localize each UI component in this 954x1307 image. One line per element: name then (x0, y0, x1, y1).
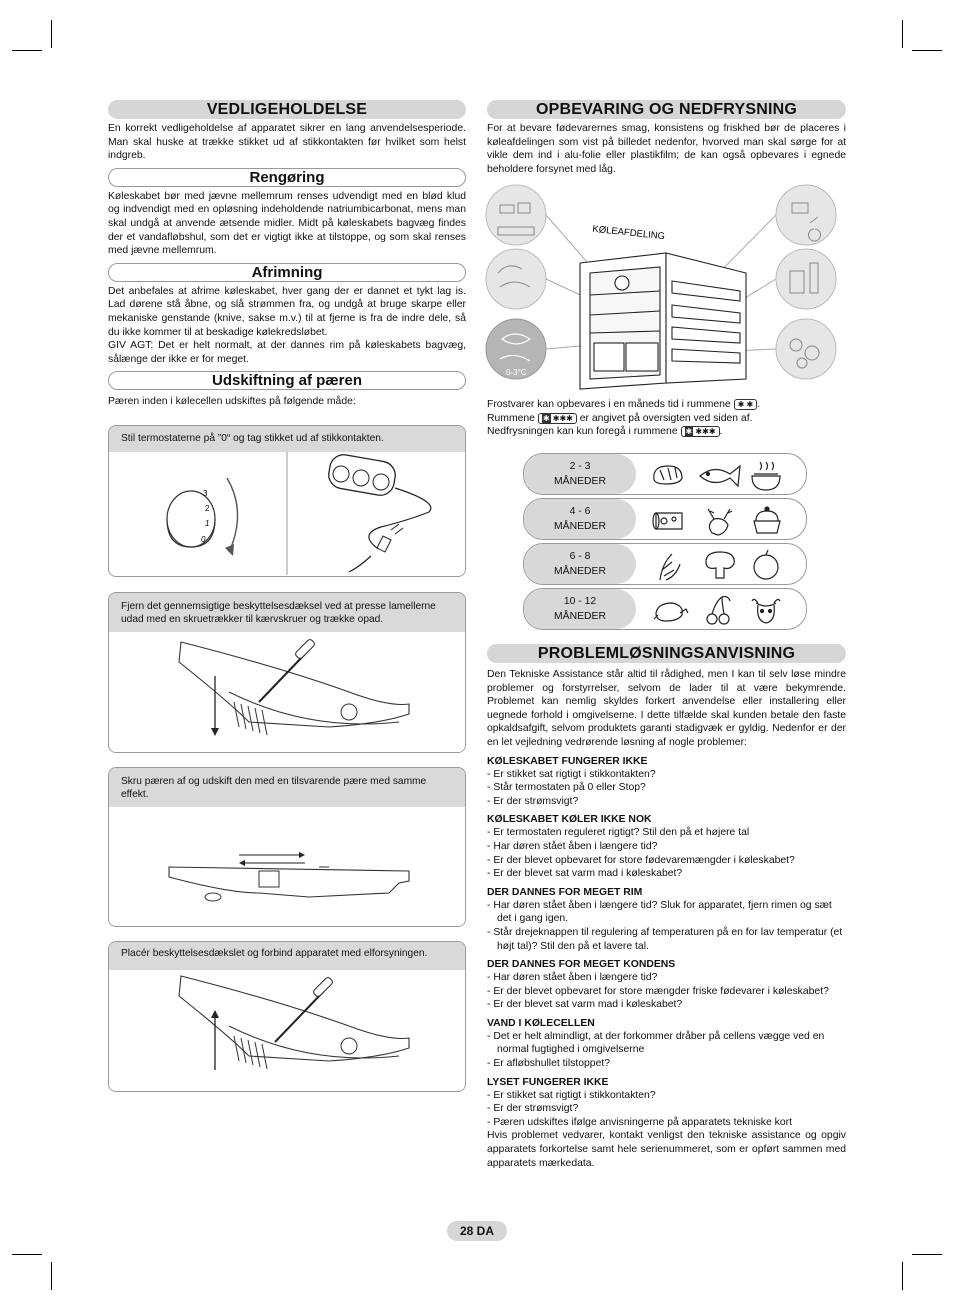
maintenance-column (108, 100, 466, 409)
game-deer-icon (708, 509, 732, 535)
storage-periods (487, 453, 846, 643)
crop-mark (12, 50, 42, 51)
thermostat-unplug-illustration (109, 452, 465, 575)
problem-item: - Er stikket sat rigtigt i stikkontakten? (487, 1089, 656, 1101)
crop-mark (12, 1254, 42, 1255)
period-unit: MÅNEDER (554, 521, 606, 532)
storage-text: Rummene (487, 412, 535, 424)
dial-label: 2 (205, 504, 210, 513)
temp-label: 0-3°C (506, 368, 527, 377)
freezer-symbol-icon: ✱ ✱✱✱ (538, 413, 577, 424)
crop-mark (902, 1262, 903, 1290)
cleaning-text: Køleskabet bør med jævne mellemrum renses udvendigt med en blød klud og indvendigt med en opløsning indeholdende natriumbicarbonat, mens man skal undgå at anvende ætsende midler. Midt på køleskabets bagvæg findes der et vandafløbshul, som det er vigtigt ikke at tilstoppe, og som skal renses med jævne mellemrum. (108, 190, 466, 257)
problem-group (487, 886, 846, 953)
step-box-3 (108, 767, 466, 927)
problem-heading: KØLESKABET FUNGERER IKKE (487, 755, 648, 767)
problem-heading: DER DANNES FOR MEGET KONDENS (487, 959, 676, 971)
cake-icon (754, 507, 780, 533)
storage-column (487, 100, 846, 176)
food-circle (486, 249, 546, 309)
period-label (524, 454, 636, 494)
period-row (523, 543, 807, 585)
problem-item: - Står termostaten på 0 eller Stop? (487, 782, 646, 794)
fridge-storage-diagram (484, 183, 848, 393)
remove-cover-illustration (109, 632, 465, 752)
troubleshooting-section (487, 644, 846, 1170)
dial-label: 0 (201, 535, 206, 544)
defrost-text: Det anbefales at afrime køleskabet, hver gang der er dannet et tykt lag is. Lad dørene stå åbne, og slå strømmen fra, og undgå at bruge skarpe eller mekaniske genstande (knive, sakse m.v.) til at fjerne is fra de indre dele, så du ikke kommer til at beskadige kølekredsløbet. (108, 285, 466, 338)
problem-item: - Er der blevet sat varm mad i køleskabet? (487, 868, 683, 880)
period-range: 6 - 8 (569, 551, 591, 562)
step-3-text: Skru pæren af og udskift den med en tilsvarende pære med samme effekt. (109, 768, 465, 807)
replace-bulb-illustration (109, 807, 465, 925)
storage-description (487, 398, 846, 439)
period-row (523, 588, 807, 630)
two-star-symbol-icon: ✱ ✱ (734, 399, 758, 410)
dial-label: 1 (205, 519, 210, 528)
problem-heading: LYSET FUNGERER IKKE (487, 1076, 609, 1088)
maintenance-title: VEDLIGEHOLDELSE (108, 100, 466, 119)
problem-group (487, 1076, 846, 1130)
period-icons (644, 501, 804, 537)
step-box-4 (108, 941, 466, 1092)
period-icons (644, 456, 804, 492)
problem-item: - Er der blevet opbevaret for store mængder friske fødevarer i køleskabet? (487, 985, 829, 997)
crop-mark (51, 20, 52, 48)
fridge-compartment-label: KØLEAFDELING (591, 223, 666, 243)
troubleshooting-title: PROBLEMLØSNINGSANVISNING (487, 644, 846, 663)
cherries-icon (707, 597, 730, 625)
problem-item: - Er stikket sat rigtigt i stikkontakten? (487, 768, 656, 780)
storage-intro: For at bevare fødevarernes smag, konsistens og friskhed bør de placeres i køleafdelingen som vist på billedet nedenfor, hvorved man skal sørge for at vikle dem ind i alu-folie eller plastikfilm; de kan også opbevares i egnede beholdere forsynet med låg. (487, 123, 846, 175)
thermostat-dial-icon (167, 478, 238, 556)
defrost-note: GIV AGT: Det er helt normalt, at der dannes rim på køleskabets bagvæg, sålænge der ikke er for meget. (108, 340, 466, 365)
period-range: 2 - 3 (569, 461, 591, 472)
fruit-icon (754, 550, 778, 579)
mushroom-icon (706, 552, 734, 578)
problem-item: - Er termostaten reguleret rigtigt? Stil den på et højere tal (487, 827, 750, 839)
problem-item: - Står drejeknappen til regulering af temperaturen på en for lav temperatur (et højt tal)? Stil den på et lavere tal. (487, 926, 843, 952)
step-1-text: Stil termostaterne på ”0“ og tag stikket ud af stikkontakten. (109, 426, 465, 452)
problem-item: - Er der blevet sat varm mad i køleskabet? (487, 999, 683, 1011)
problem-item: - Har døren stået åben i længere tid? Sluk for apparatet, fjern rimen og sæt det i gang igen. (487, 899, 832, 925)
problem-item: - Er der blevet opbevaret for store fødevaremængder i køleskabet? (487, 854, 795, 866)
food-circle (486, 185, 546, 245)
storage-text: Frostvarer kan opbevares i en måneds tid i rummene (487, 399, 731, 410)
power-strip-plug-icon (327, 453, 431, 572)
period-unit: MÅNEDER (554, 476, 606, 487)
food-circle (776, 185, 836, 245)
bulb-intro: Pæren inden i kølecellen udskiftes på følgende måde: (108, 396, 356, 408)
defrost-title: Afrimning (108, 263, 466, 282)
maintenance-intro: En korrekt vedligeholdelse af apparatet sikrer en lang anvendelsesperiode. Man skal huske at trække stikket ud af stikkontakten før hvilket som helst indgreb. (108, 123, 466, 162)
step-4-text: Placér beskyttelsesdækslet og forbind apparatet med elforsyningen. (109, 942, 465, 970)
problem-item: - Er der strømsvigt? (487, 795, 579, 807)
period-icons (644, 546, 804, 582)
period-range: 4 - 6 (569, 506, 591, 517)
problem-group (487, 1017, 846, 1071)
problem-heading: KØLESKABET KØLER IKKE NOK (487, 814, 652, 826)
problem-heading: VAND I KØLECELLEN (487, 1017, 595, 1029)
storage-text: Nedfrysningen kan kun foregå i rummene (487, 426, 678, 437)
food-circle (776, 249, 836, 309)
period-unit: MÅNEDER (554, 611, 606, 622)
problem-item: - Har døren stået åben i længere tid? (487, 972, 658, 984)
period-label (524, 499, 636, 539)
period-unit: MÅNEDER (554, 566, 606, 577)
period-icons (644, 591, 804, 627)
freezer-symbol-icon: ✱ ✱✱✱ (681, 426, 720, 437)
problem-item: - Det er helt almindligt, at der forkommer dråber på cellens vægge ved en normal fugtighed i omgivelserne (487, 1030, 825, 1056)
step-box-1 (108, 425, 466, 577)
period-label (524, 544, 636, 584)
troubleshooting-closing: Hvis problemet vedvarer, kontakt venligst den tekniske assistance og opgiv apparatets forkortelse samt hele serienummeret, som er opført sammen med apparatets mærkedata. (487, 1130, 846, 1169)
cheese-icon (653, 513, 682, 529)
problem-item: - Er afløbshullet tilstoppet? (487, 1058, 611, 1070)
period-row (523, 453, 807, 495)
dial-label: 3 (203, 489, 208, 498)
cleaning-title: Rengøring (108, 168, 466, 187)
period-label (524, 589, 636, 629)
soup-bowl-icon (752, 462, 780, 490)
crop-mark (912, 1254, 942, 1255)
troubleshooting-intro: Den Tekniske Assistance står altid til rådighed, men I kan til selv løse mindre problemer og forstyrrelser, selvom de lader til at være bekymrende. Problemet kan nemlig skyldes forkert anvendelse eller installering eller uegnede forhold i omgivelserne. I dette tilfælde skal kunden betale den faste opkaldsafgift, selvom produktets garanti stadigvæk er gyldig. Nedenfor er der en let vejledning vedrørende løsning af nogle problemer: (487, 669, 846, 748)
crop-mark (902, 20, 903, 48)
problem-item: - Er der strømsvigt? (487, 1103, 579, 1115)
storage-text: er angivet på oversigten ved siden af. (579, 412, 753, 424)
crop-mark (912, 50, 942, 51)
storage-line-2 (487, 412, 846, 426)
problem-item: - Pæren udskiftes ifølge anvisningerne på apparatets tekniske kort (487, 1116, 792, 1128)
vegetables-icon (660, 554, 680, 580)
problem-item: - Har døren stået åben i længere tid? (487, 840, 658, 852)
step-box-2 (108, 592, 466, 753)
bulb-title: Udskiftning af pæren (108, 371, 466, 390)
storage-line-1: Frostvarer kan opbevares i en måneds tid i rummene ✱ ✱ . (487, 399, 761, 410)
problem-group (487, 958, 846, 1012)
page-number: 28 DA (447, 1221, 507, 1241)
bread-icon (654, 466, 682, 484)
refit-cover-illustration (109, 970, 465, 1091)
crop-mark (51, 1262, 52, 1290)
period-range: 10 - 12 (563, 596, 597, 607)
problem-heading: DER DANNES FOR MEGET RIM (487, 886, 643, 898)
storage-line-3: Nedfrysningen kan kun foregå i rummene ✱ ✱✱✱ . (487, 426, 723, 437)
fish-icon (700, 466, 740, 486)
period-row (523, 498, 807, 540)
storage-title: OPBEVARING OG NEDFRYSNING (487, 100, 846, 119)
poultry-icon (654, 603, 688, 621)
step-2-text: Fjern det gennemsigtige beskyttelsesdæksel ved at presse lamellerne udad med en skruetrækker til kærvskruer og trække opad. (109, 593, 465, 632)
beef-icon (752, 599, 780, 623)
problem-group (487, 755, 846, 809)
problem-group (487, 813, 846, 880)
